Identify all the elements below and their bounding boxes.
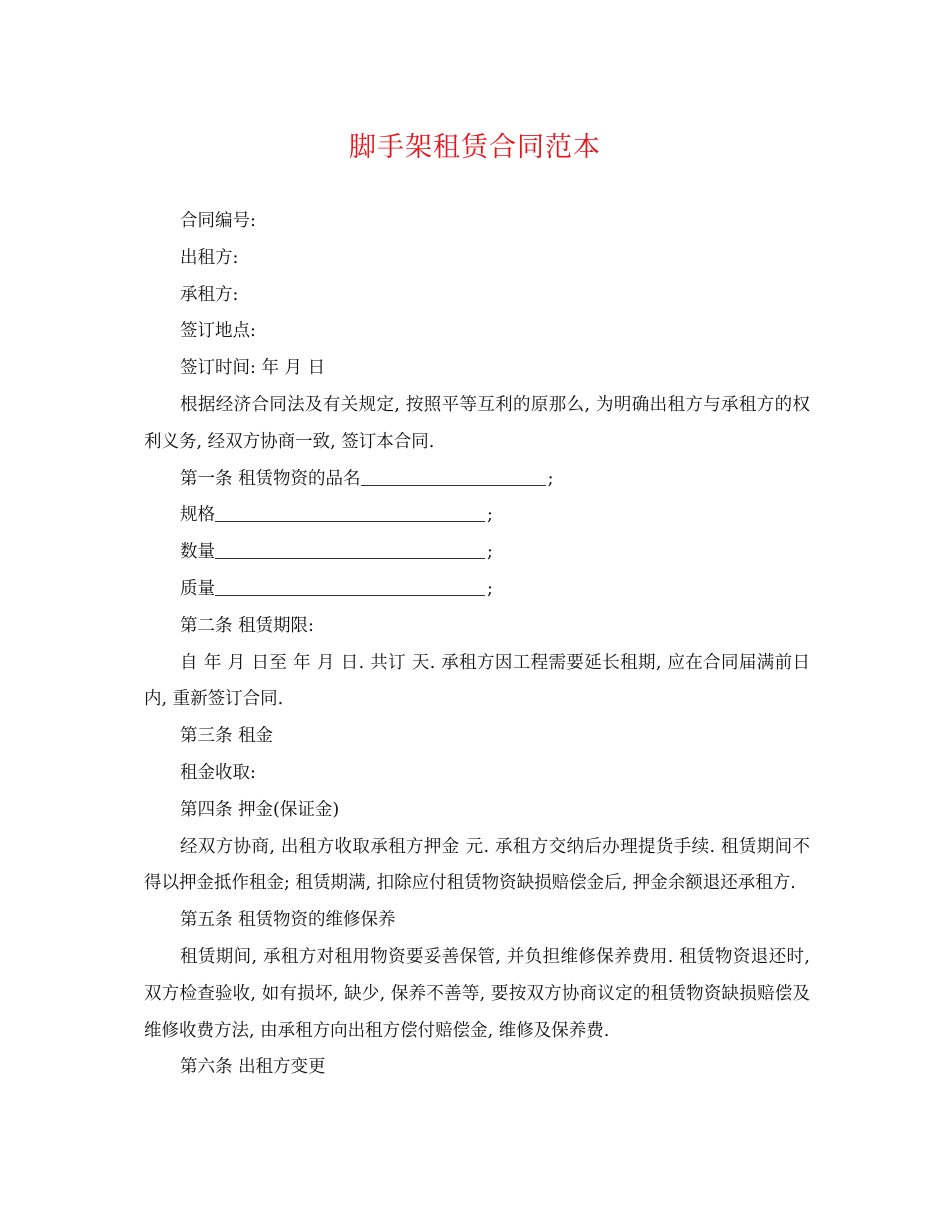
field-contract-no: 合同编号:: [180, 211, 256, 231]
article1-quality-label: 质量: [180, 578, 215, 599]
article1-name-blank: [361, 465, 546, 486]
article1-qty-blank: [215, 538, 485, 559]
article5-text: 租赁期间, 承租方对租用物资要妥善保管, 并负担维修保养费用. 租赁物资退还时, 双方检查验收, 如有损坏, 缺少, 保养不善等, 要按双方协商议定的租赁物资缺损赔偿及维修收费方法, 由承租方向出租方偿付赔偿金, 维修及保养费.: [144, 946, 810, 1041]
article3-heading: 第三条 租金: [180, 726, 274, 747]
article1-name-line: [144, 461, 810, 498]
article2-text: 自 年 月 日至 年 月 日. 共订 天. 承租方因工程需要延长租期, 应在合同届满前日内, 重新签订合同.: [144, 652, 810, 710]
article1-spec-blank: [215, 501, 485, 522]
article1-spec-label: 规格: [180, 505, 215, 526]
article5-heading: 第五条 租赁物资的维修保养: [180, 910, 396, 931]
field-sign-place: 签订地点:: [180, 321, 256, 342]
article1-spec-line: [144, 497, 810, 534]
article1-quality-line: [144, 571, 810, 608]
article1-qty-end: ;: [487, 542, 493, 563]
article6-heading: 第六条 出租方变更: [180, 1057, 326, 1078]
article3-text: 租金收取:: [180, 762, 256, 783]
article1-quality-end: ;: [487, 578, 493, 599]
article1-name-end: ;: [547, 468, 554, 489]
document-title: 脚手架租赁合同范本: [349, 132, 601, 163]
document-body: [144, 203, 810, 1086]
article2-heading: 第二条 租赁期限:: [180, 615, 314, 636]
article4-text: 经双方协商, 出租方收取承租方押金 元. 承租方交纳后办理提货手续. 租赁期间不得以押金抵作租金; 租赁期满, 扣除应付租赁物资缺损赔偿金后, 押金余额退还承租方.: [144, 836, 810, 894]
intro-paragraph: 根据经济合同法及有关规定, 按照平等互利的原那么, 为明确出租方与承租方的权利义务, 经双方协商一致, 签订本合同.: [144, 394, 810, 452]
article1-qty-line: [144, 534, 810, 571]
field-sign-time: 签订时间: 年 月 日: [180, 358, 326, 379]
article1-spec-end: ;: [487, 505, 493, 526]
article1-qty-label: 数量: [180, 542, 215, 563]
article4-heading: 第四条 押金(保证金): [180, 799, 340, 820]
field-lessee: 承租方:: [180, 284, 239, 305]
article1-quality-blank: [215, 575, 485, 596]
field-lessor: 出租方:: [180, 247, 239, 268]
article1-name-label: 第一条 租赁物资的品名: [180, 468, 361, 489]
